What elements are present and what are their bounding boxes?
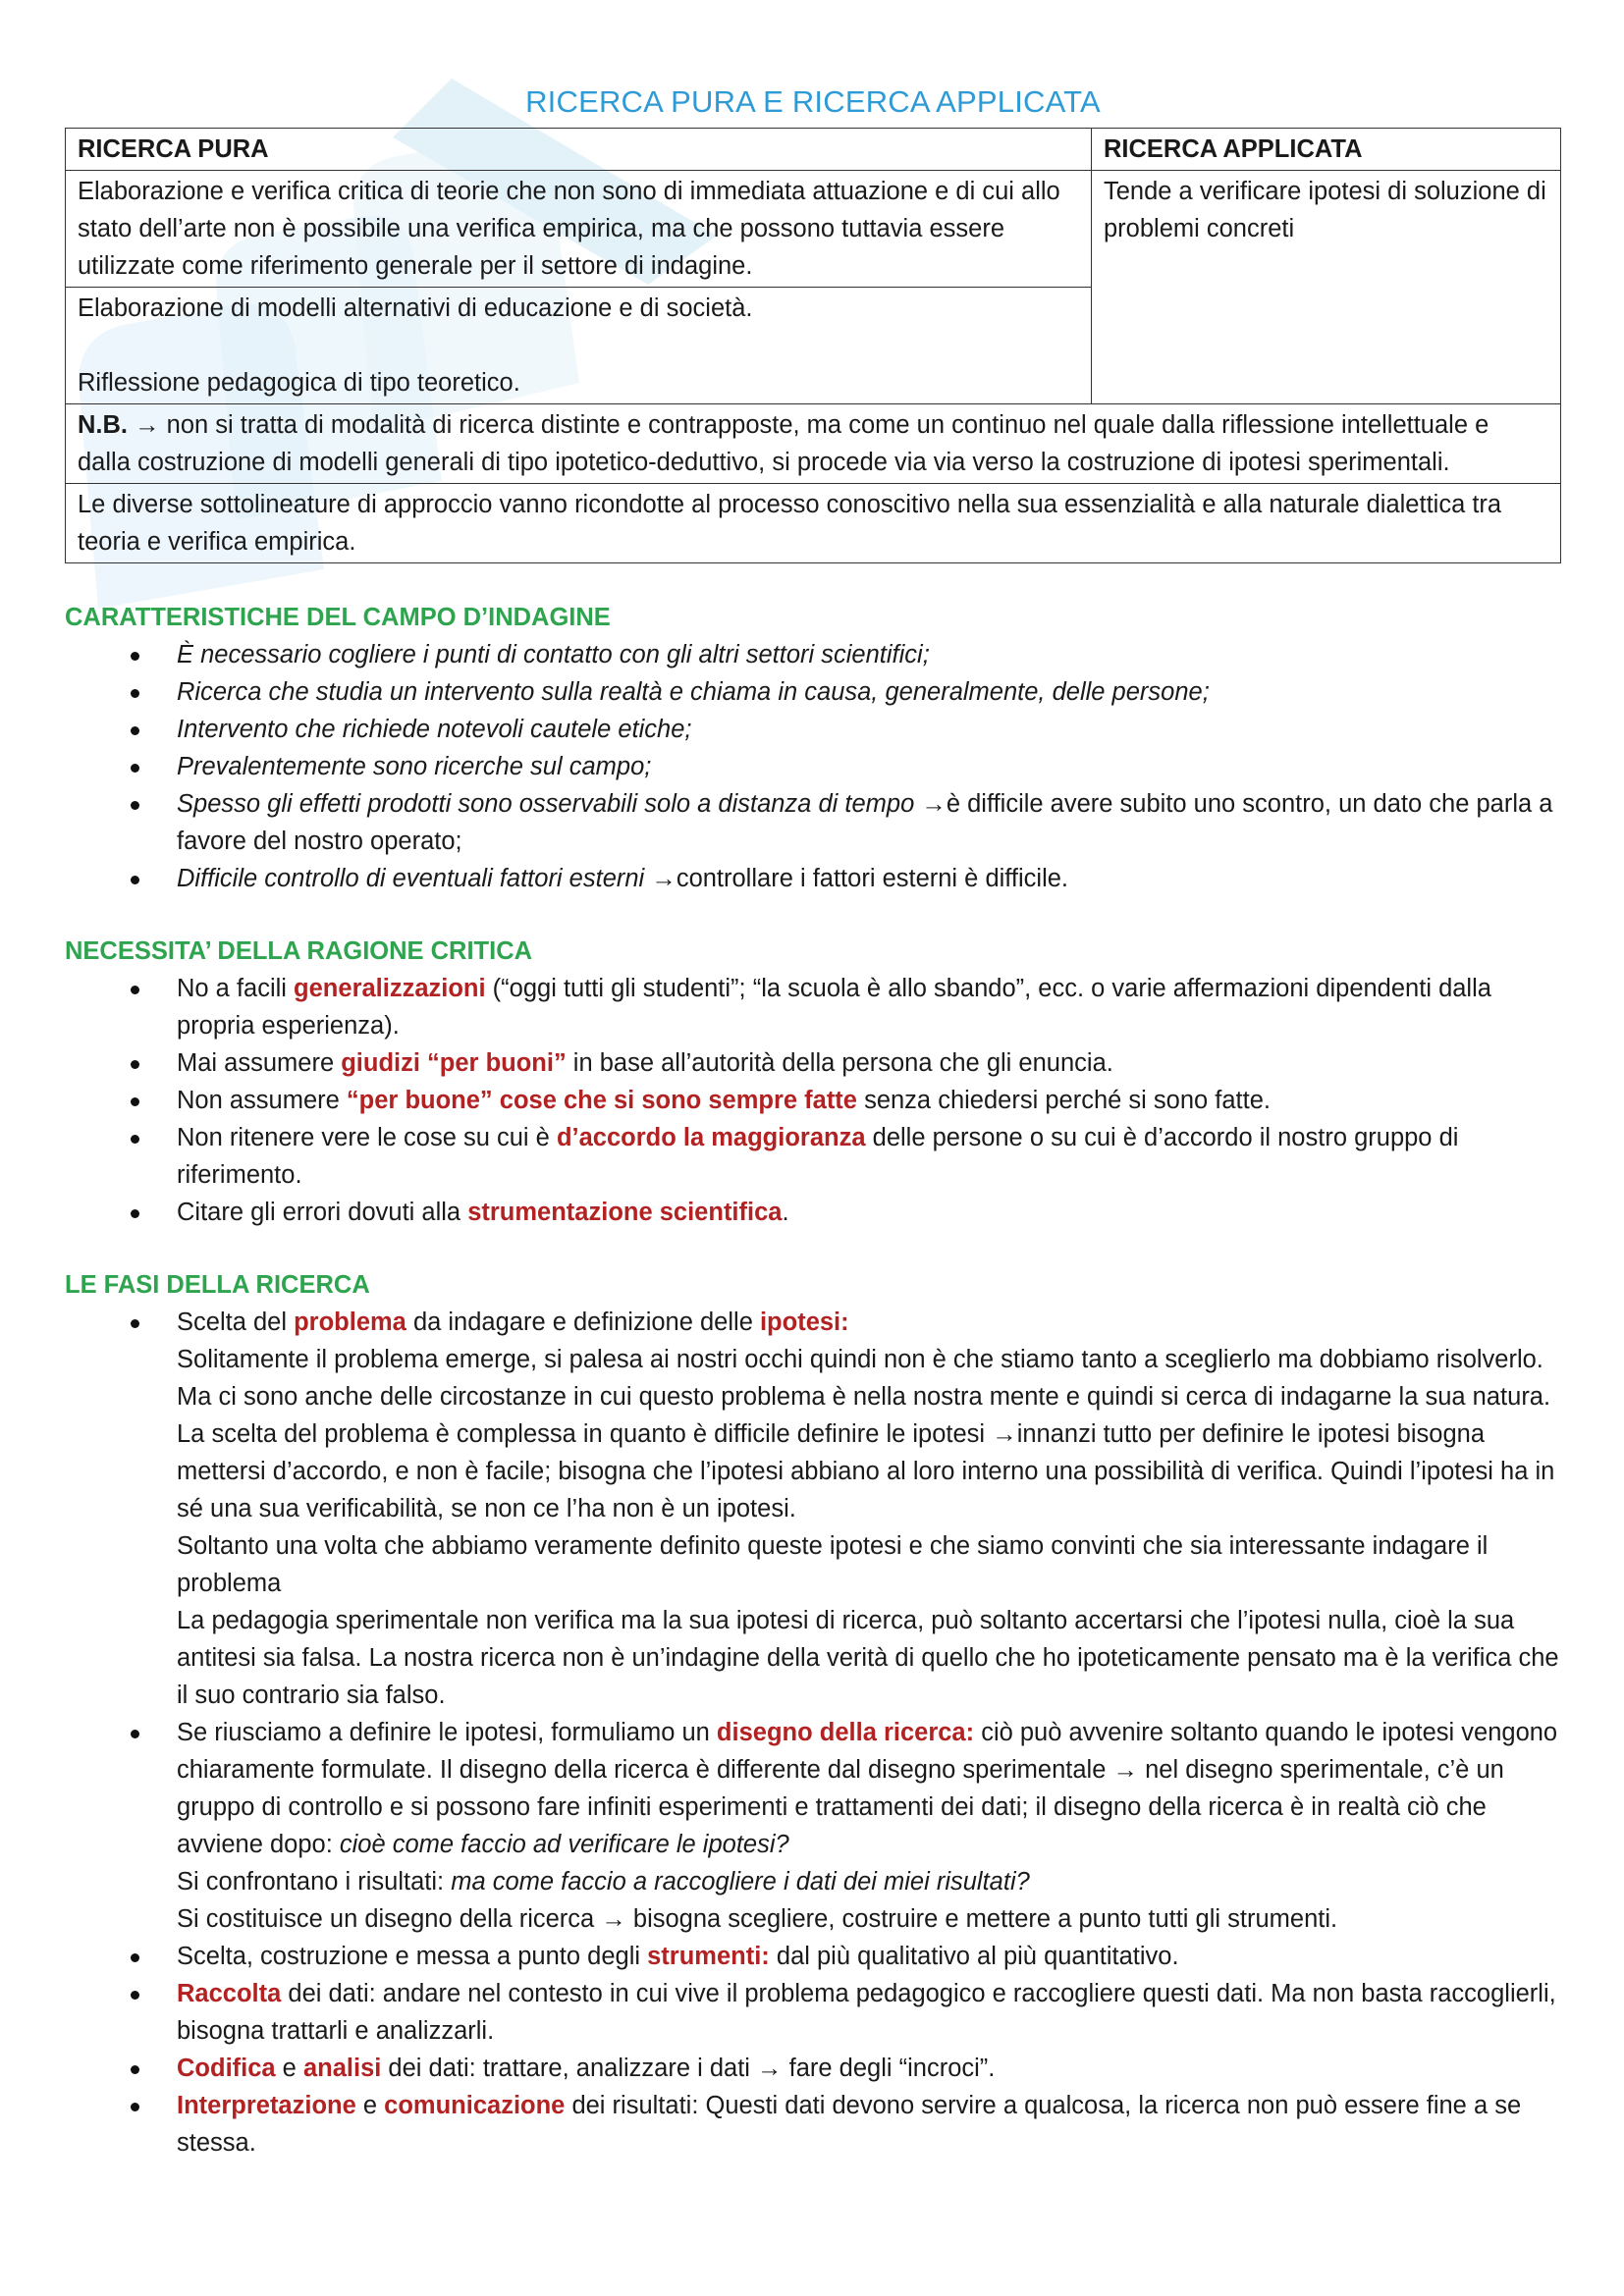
list-item: Citare gli errori dovuti alla strumentazione scientifica. — [65, 1194, 1561, 1231]
cell-pura-1: Elaborazione e verifica critica di teorie che non sono di immediata attuazione e di cui allo stato dell’arte non è possibile una verifica empirica, ma che possono tuttavia essere utilizzate come riferimento generale per il settore di indagine. — [66, 171, 1092, 288]
list-item: Spesso gli effetti prodotti sono osservabili solo a distanza di tempo →è difficile avere subito uno scontro, un dato che parla a favore del nostro operato; — [65, 785, 1561, 860]
cell-pura-2-line2: Riflessione pedagogica di tipo teoretico. — [78, 369, 520, 397]
bullet-icon — [131, 1319, 139, 1328]
section-title-fasi: LE FASI DELLA RICERCA — [65, 1271, 370, 1299]
bullet-icon — [131, 1953, 139, 1962]
list-item: Scelta del problema da indagare e definizione delle ipotesi: Solitamente il problema emerge, si palesa ai nostri occhi quindi non è che stiamo tanto a sceglierlo ma dobbiamo risolverlo. Ma ci sono anche delle circostanze in cui questo problema è nella nostra mente e quindi si cerca di indagarne la sua natura. La scelta del problema è complessa in quanto è difficile definire le ipotesi →innanzi tutto per definire le ipotesi bisogna mettersi d’accordo, e non è facile; bisogna che l’ipotesi abbiano al loro interno una possibilità di verifica. Quindi l’ipotesi ha in sé una sua verificabilità, se non ce l’ha non è un ipotesi. Soltanto una volta che abbiamo veramente definito queste ipotesi e che siamo convinti che sia interessante indagare il problema La pedagogia sperimentale non verifica ma la sua ipotesi di ricerca, può soltanto accertarsi che l’ipotesi nulla, cioè la sua antitesi sia falsa. La nostra ricerca non è un’indagine della verità di quello che ho ipoteticamente pensato ma è la verifica che il suo contrario sia falso. — [65, 1304, 1561, 1714]
cell-pura-2-line1: Elaborazione di modelli alternativi di educazione e di società. — [78, 294, 753, 322]
list-item: Mai assumere giudizi “per buoni” in base all’autorità della persona che gli enuncia. — [65, 1044, 1561, 1082]
arrow-right-icon: → — [135, 411, 160, 439]
bullet-icon — [131, 652, 139, 661]
arrow-right-icon: → — [757, 2055, 783, 2082]
list-item: È necessario cogliere i punti di contatto con gli altri settori scientifici; — [65, 636, 1561, 673]
cell-applicata: Tende a verificare ipotesi di soluzione di problemi concreti — [1092, 171, 1561, 404]
list-item: Raccolta dei dati: andare nel contesto in cui vive il problema pedagogico e raccogliere questi dati. Ma non basta raccoglierli, bisogna trattarli e analizzarli. — [65, 1975, 1561, 2050]
bullet-icon — [131, 1730, 139, 1738]
header-ricerca-pura: RICERCA PURA — [66, 129, 1092, 171]
bullet-icon — [131, 876, 139, 884]
section-fasi-ricerca — [65, 1266, 1561, 2162]
list-item: Intervento che richiede notevoli cautele etiche; — [65, 711, 1561, 748]
arrow-right-icon: → — [921, 790, 947, 818]
bullet-icon — [131, 1060, 139, 1069]
paragraph: Soltanto una volta che abbiamo veramente definito queste ipotesi e che siamo convinti che sia interessante indagare il problema — [177, 1532, 1489, 1597]
bullet-icon — [131, 1097, 139, 1106]
section-ragione-critica — [65, 933, 1561, 1231]
bullet-icon — [131, 764, 139, 773]
page-title: RICERCA PURA E RICERCA APPLICATA — [525, 84, 1101, 119]
bullet-icon — [131, 726, 139, 735]
cell-pura-2 — [66, 288, 1092, 404]
document-page — [65, 77, 1561, 2162]
arrow-right-icon: → — [651, 865, 677, 892]
paragraph: La scelta del problema è complessa in quanto è difficile definire le ipotesi →innanzi tutto per definire le ipotesi bisogna mettersi d’accordo, e non è facile; bisogna che l’ipotesi abbiano al loro interno una possibilità di verifica. Quindi l’ipotesi ha in sé una sua verificabilità, se non ce l’ha non è un ipotesi. — [177, 1420, 1555, 1522]
paragraph: Solitamente il problema emerge, si palesa ai nostri occhi quindi non è che stiamo tanto a sceglierlo ma dobbiamo risolverlo. Ma ci sono anche delle circostanze in cui questo problema è nella nostra mente e quindi si cerca di indagarne la sua natura. — [177, 1346, 1551, 1411]
bullet-icon — [131, 1991, 139, 2000]
list-item: Non ritenere vere le cose su cui è d’accordo la maggioranza delle persone o su cui è d’accordo il nostro gruppo di riferimento. — [65, 1119, 1561, 1194]
bullet-icon — [131, 1209, 139, 1218]
section-title-ragione-critica: NECESSITA’ DELLA RAGIONE CRITICA — [65, 937, 533, 965]
paragraph: La pedagogia sperimentale non verifica ma la sua ipotesi di ricerca, può soltanto accertarsi che l’ipotesi nulla, cioè la sua antitesi sia falsa. La nostra ricerca non è un’indagine della verità di quello che ho ipoteticamente pensato ma è la verifica che il suo contrario sia falso. — [177, 1607, 1559, 1709]
bullet-icon — [131, 1135, 139, 1144]
paragraph: Si costituisce un disegno della ricerca → bisogna scegliere, costruire e mettere a punto tutti gli strumenti. — [177, 1905, 1338, 1933]
bullet-icon — [131, 689, 139, 698]
header-ricerca-applicata: RICERCA APPLICATA — [1092, 129, 1561, 171]
arrow-right-icon: → — [1112, 1756, 1138, 1784]
section-title-caratteristiche: CARATTERISTICHE DEL CAMPO D’INDAGINE — [65, 604, 611, 631]
list-item: Ricerca che studia un intervento sulla realtà e chiama in causa, generalmente, delle persone; — [65, 673, 1561, 711]
section-caratteristiche — [65, 599, 1561, 897]
list-item: Prevalentemente sono ricerche sul campo; — [65, 748, 1561, 785]
list-item: Scelta, costruzione e messa a punto degli strumenti: dal più qualitativo al più quantitativo. — [65, 1938, 1561, 1975]
arrow-right-icon: → — [601, 1905, 626, 1933]
bullet-icon — [131, 986, 139, 994]
list-item: No a facili generalizzazioni (“oggi tutti gli studenti”; “la scuola è allo sbando”, ecc. o varie affermazioni dipendenti dalla propria esperienza). — [65, 970, 1561, 1044]
bullet-icon — [131, 2103, 139, 2111]
arrow-right-icon: → — [992, 1420, 1017, 1448]
bullet-icon — [131, 801, 139, 810]
cell-nb — [66, 404, 1561, 484]
list-item: Interpretazione e comunicazione dei risultati: Questi dati devono servire a qualcosa, la ricerca non può essere fine a se stessa. — [65, 2087, 1561, 2162]
nb-label: N.B. — [78, 411, 128, 439]
bullet-icon — [131, 2065, 139, 2074]
list-item: Non assumere “per buone” cose che si sono sempre fatte senza chiedersi perché si sono fatte. — [65, 1082, 1561, 1119]
list-item: Codifica e analisi dei dati: trattare, analizzare i dati → fare degli “incroci”. — [65, 2050, 1561, 2087]
list-item: Se riusciamo a definire le ipotesi, formuliamo un disegno della ricerca: ciò può avvenire soltanto quando le ipotesi vengono chiaramente formulate. Il disegno della ricerca è differente dal disegno sperimentale → nel disegno sperimentale, c’è un gruppo di controllo e si possono fare infiniti esperimenti e trattamenti dei dati; il disegno della ricerca è in realtà ciò che avviene dopo: cioè come faccio ad verificare le ipotesi? Si confrontano i risultati: ma come faccio a raccogliere i dati dei miei risultati? Si costituisce un disegno della ricerca → bisogna scegliere, costruire e mettere a punto tutti gli strumenti. — [65, 1714, 1561, 1938]
comparison-table — [65, 128, 1561, 563]
nb-text: non si tratta di modalità di ricerca distinte e contrapposte, ma come un continuo nel quale dalla riflessione intellettuale e dalla costruzione di modelli generali di tipo ipotetico-deduttivo, si procede via via verso la costruzione di ipotesi sperimentali. — [78, 411, 1489, 476]
list-item: Difficile controllo di eventuali fattori esterni →controllare i fattori esterni è difficile. — [65, 860, 1561, 897]
paragraph: Si confrontano i risultati: ma come faccio a raccogliere i dati dei miei risultati? — [177, 1868, 1030, 1896]
cell-last: Le diverse sottolineature di approccio vanno ricondotte al processo conoscitivo nella sua essenzialità e alla naturale dialettica tra teoria e verifica empirica. — [66, 484, 1561, 563]
